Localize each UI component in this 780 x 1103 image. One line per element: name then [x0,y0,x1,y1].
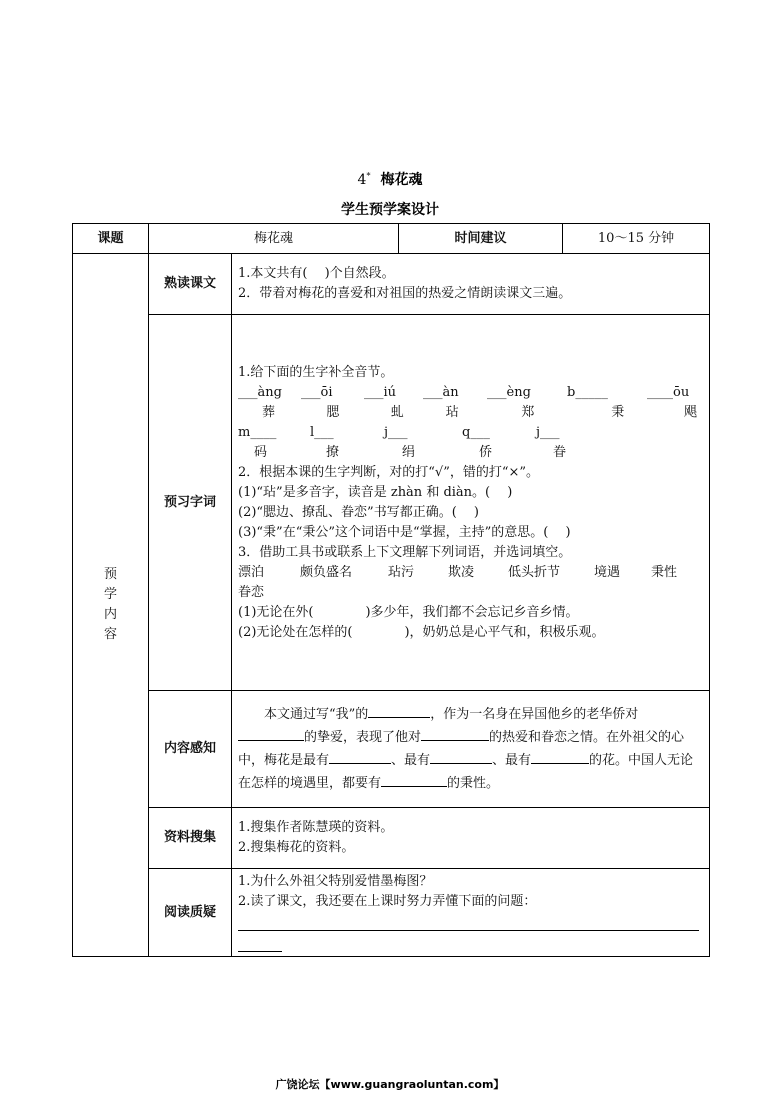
footer-source: 广饶论坛【www.guangraoluntan.com】 [275,1078,505,1091]
vocab-q3-item: (1)无论在外( )多少年，我们都不会忘记乡音乡情。 [238,604,579,620]
preview-content-label: 预 学 内 容 [73,254,149,957]
questions-content [232,869,710,957]
research-row [73,808,710,869]
vocab-q3-title: 3．借助工具书或联系上下文理解下列词语，并选词填空。 [238,544,572,560]
char: 绢 [402,444,416,460]
content-label: 内容感知 [149,691,232,808]
design-title: 学生预学案设计 [341,202,439,218]
vocab-q2-title: 2．根据本课的生字判断，对的打“√”，错的打“×”。 [238,464,540,480]
answer-line[interactable] [238,912,699,931]
time-label: 时间建议 [399,224,563,254]
pinyin-blank: j___ [384,424,408,440]
content-paragraph [232,691,710,808]
char: 撩 [326,444,340,460]
content-row [73,691,710,808]
vocab-q2-item: (2)“腮边、撩乱、眷恋”书写都正确。( ) [238,504,479,520]
lesson-name: 梅花魂 [380,172,423,188]
vocab-q1-title: 1.给下面的生字补全音节。 [238,364,394,380]
pinyin-blank: ___àn [423,384,459,400]
topic-value: 梅花魂 [149,224,399,254]
pinyin-blank: l___ [310,424,334,440]
char: 秉 [611,404,625,420]
research-line-1: 1.搜集作者陈慧瑛的资料。 [238,820,394,835]
pinyin-blank: ___iú [364,384,397,400]
char: 虬 [390,404,404,420]
fill-blank [238,726,304,741]
read-content [232,254,710,315]
pinyin-row-2 [238,423,703,443]
pinyin-blank: ____ōu [647,384,690,400]
answer-line[interactable] [238,933,282,952]
pinyin-blank: ___ōi [301,384,333,400]
vocab-content [232,315,710,691]
vocab-word-bank [238,563,703,583]
pinyin-blank: ___èng [487,384,531,400]
vocab-row [73,315,710,691]
word-option: 颇负盛名 [300,564,353,580]
vocab-q2-item: (1)“玷”是多音字，读音是 zhàn 和 diàn。( ) [238,484,513,500]
word-option: 眷恋 [238,584,265,600]
fill-blank [329,749,391,764]
lesson-title [0,169,780,189]
content-text: 本文通过写“我”的 ，作为一名身在异国他乡的老华侨对的挚爱，表现了他对 的热爱和眷恋之情。在外祖父的心中，梅花是最有 、最有 、最有 的花。中国人无论在怎样的境遇里，都要有 的秉性。 [238,703,703,795]
header-row [73,224,710,254]
read-line-1: 1.本文共有( )个自然段。 [238,266,395,281]
char: 葬 [262,404,276,420]
topic-label: 课题 [73,224,149,254]
question-line-1: 1.为什么外祖父特别爱惜墨梅图？ [238,873,433,889]
pinyin-blank: q___ [462,424,490,440]
pinyin-blank: j___ [536,424,560,440]
research-label: 资料搜集 [149,808,232,869]
questions-label: 阅读质疑 [149,869,232,957]
pinyin-blank: m____ [238,424,277,440]
questions-row [73,869,710,957]
fill-blank [421,726,489,741]
char: 码 [254,444,268,460]
chars-row-1 [238,403,703,423]
char: 眷 [553,444,567,460]
char: 玷 [445,404,459,420]
lesson-number: 4* [357,171,371,188]
word-option: 欺凌 [448,564,475,580]
fill-blank [381,772,447,787]
fill-blank [531,749,589,764]
time-value: 10～15 分钟 [563,224,710,254]
preview-plan-table [72,223,710,957]
word-option: 玷污 [388,564,415,580]
read-label: 熟读课文 [149,254,232,315]
vocab-q3-item: (2)无论处在怎样的( )，奶奶总是心平气和，积极乐观。 [238,624,605,640]
char: 腮 [326,404,340,420]
research-content [232,808,710,869]
vocab-q2-item: (3)“秉”在“秉公”这个词语中是“掌握，主持”的意思。( ) [238,524,571,540]
char: 飓 [684,404,698,420]
char: 郑 [521,404,535,420]
char: 侨 [479,444,493,460]
fill-blank [368,703,430,718]
pinyin-blank: b_____ [567,384,608,400]
read-line-2: 2．带着对梅花的喜爱和对祖国的热爱之情朗读课文三遍。 [238,286,572,301]
research-line-2: 2.搜集梅花的资料。 [238,840,355,855]
fill-blank [430,749,492,764]
vocab-label: 预习字词 [149,315,232,691]
pinyin-blank: ___àng [238,384,282,400]
read-row [73,254,710,315]
word-option: 境遇 [594,564,621,580]
word-option: 秉性 [651,564,678,580]
chars-row-2 [238,443,703,463]
question-line-2: 2.读了课文，我还要在上课时努力弄懂下面的问题： [238,893,537,909]
pinyin-row-1 [238,383,703,403]
word-option: 低头折节 [508,564,561,580]
word-option: 漂泊 [238,564,265,580]
